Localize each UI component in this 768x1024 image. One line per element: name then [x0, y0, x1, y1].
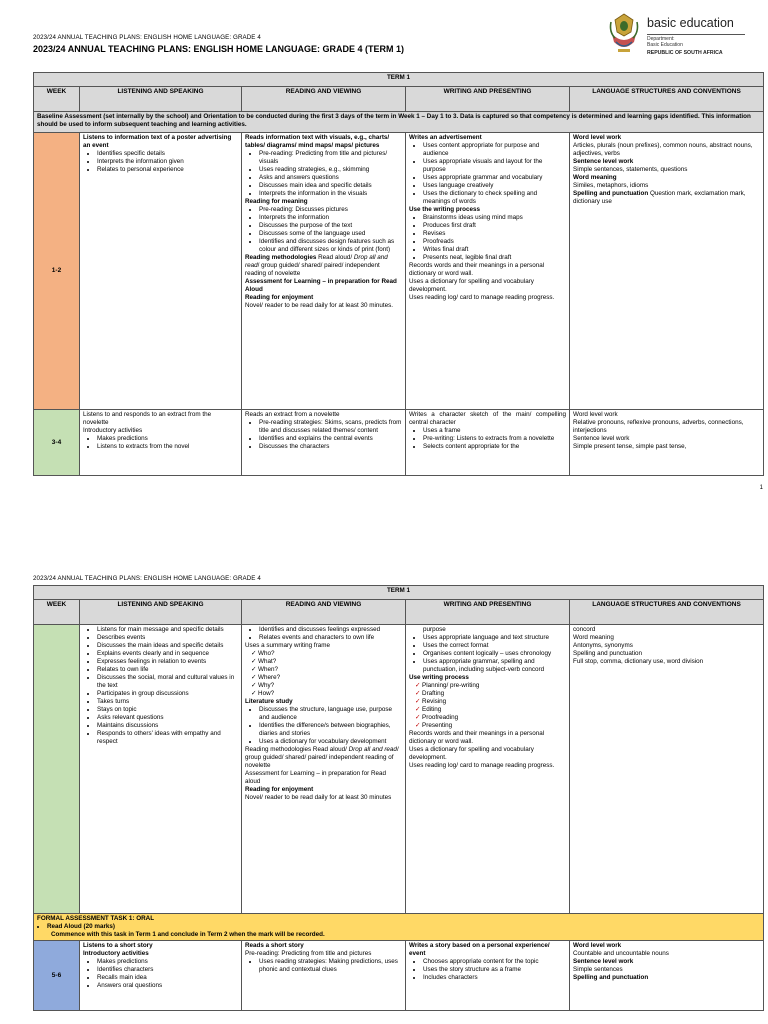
lc-sentence-heading: Sentence level work	[573, 158, 634, 165]
lc34-line: Relative pronouns, reflexive pronouns, adverbs, connections, interjections	[573, 419, 744, 434]
reading-cell	[242, 941, 406, 1011]
rv56-heading: Reads a short story	[245, 942, 304, 949]
list-item: • Uses reading strategies, e.g., skimming	[259, 166, 402, 174]
logo-country: REPUBLIC OF SOUTH AFRICA	[647, 50, 723, 56]
dbe-logo	[607, 12, 747, 58]
list-item: ✓ Why?	[251, 682, 402, 690]
logo-title: basic education	[647, 16, 734, 30]
list-item: • Expresses feelings in relation to events	[97, 658, 238, 666]
language-cell	[570, 625, 764, 914]
list-item: • Uses the story structure as a frame	[423, 966, 566, 974]
list-item: • Listens for main message and specific details	[97, 626, 238, 634]
running-header: 2023/24 ANNUAL TEACHING PLANS: ENGLISH HOME LANGUAGE: GRADE 4	[33, 34, 261, 41]
column-header-writing: WRITING AND PRESENTING	[406, 600, 570, 625]
writing-cell	[406, 625, 570, 914]
language-cell	[570, 941, 764, 1011]
logo-divider	[647, 34, 745, 35]
listening-cell	[80, 410, 242, 476]
lc-line: concord	[573, 626, 596, 633]
week-cell: 5-6	[34, 941, 80, 1011]
list-item: • Asks and answers questions	[259, 174, 402, 182]
wp-tail-2: Uses a dictionary for spelling and vocabulary development.	[409, 746, 534, 761]
wp-process-heading: Use writing process	[409, 674, 469, 681]
writing-cell	[406, 410, 570, 476]
list-item: • Presents neat, legible final draft	[423, 254, 566, 262]
rv-enjoyment-text: Novel/ reader to be read daily for at least 30 minutes.	[245, 302, 394, 309]
list-item: • Uses the correct format	[423, 642, 566, 650]
rv-frame-list	[245, 650, 402, 698]
wp34-line: Writes a character sketch of the main/ compelling central character	[409, 411, 566, 426]
list-item: • Discusses the characters	[259, 443, 402, 451]
list-item: • Asks relevant questions	[97, 714, 238, 722]
list-item: ✓ Planning/ pre-writing	[415, 682, 566, 690]
rv-afl: Assessment for Learning – in preparation for Read aloud	[245, 770, 387, 785]
list-item: • Discusses the social, moral and cultural values in the text	[97, 674, 238, 690]
wp34-list	[409, 427, 566, 451]
list-item: • Uses a dictionary for vocabulary development	[259, 738, 402, 746]
writing-cell	[406, 133, 570, 410]
list-item: • Writes final draft	[423, 246, 566, 254]
fa-title: FORMAL ASSESSMENT TASK 1: ORAL	[37, 915, 155, 922]
baseline-assessment-note: Baseline Assessment (set internally by the school) and Orientation to be conducted during the first 3 days of the term in Week 1 – Day 1 to 3. Data is captured so that competency is determined and learning gaps identified. This information should be used to inform subsequent teaching and learning activities.	[34, 112, 764, 133]
rv-enjoyment-text: Novel/ reader to be read daily for at least 30 minutes	[245, 794, 392, 801]
rv-afl: Assessment for Learning – in preparation for Read Aloud	[245, 278, 397, 293]
language-cell	[570, 410, 764, 476]
listening-cell	[80, 133, 242, 410]
fa-list	[37, 923, 760, 931]
wp-process-heading: Use the writing process	[409, 206, 481, 213]
list-item: • Stays on topic	[97, 706, 238, 714]
list-item: • Participates in group discussions	[97, 690, 238, 698]
lc-word-text: Articles, plurals (noun prefixes), common nouns, abstract nouns, adjectives, verbs	[573, 142, 753, 157]
rv56-line: Pre-reading: Predicting from title and pictures	[245, 950, 372, 957]
ls-heading: Listens to information text of a poster advertising an event	[83, 134, 232, 149]
list-item: • Takes turns	[97, 698, 238, 706]
list-item: • Discusses the purpose of the text	[259, 222, 402, 230]
list-item: • Brainstorms ideas using mind maps	[423, 214, 566, 222]
list-item: • Identifies the difference/s between biographies, diaries and stories	[259, 722, 402, 738]
rv-frame-heading: Uses a summary writing frame	[245, 642, 331, 649]
reading-cell	[242, 133, 406, 410]
list-item: • Relates to own life	[97, 666, 238, 674]
ls56-heading: Listens to a short story	[83, 942, 153, 949]
rv-literature-heading: Literature study	[245, 698, 293, 705]
rv-method-text-2: / group guided/ shared/ paired/ independent reading of novelette	[245, 262, 380, 277]
list-item: • Identifies and discusses design features such as colour and different sizes or kinds of print (font)	[259, 238, 402, 254]
rv-list	[245, 150, 402, 198]
lc-punctuation-text: Question mark, exclamation mark, dictionary use	[573, 190, 746, 205]
wp-tail-1: Records words and their meanings in a personal dictionary or word wall.	[409, 262, 545, 277]
document-page-1	[0, 0, 768, 500]
ls-list	[83, 150, 238, 174]
list-item: • Produces first draft	[423, 222, 566, 230]
list-item: • Describes events	[97, 634, 238, 642]
list-item: • Explains events clearly and in sequence	[97, 650, 238, 658]
list-item: ✓ What?	[251, 658, 402, 666]
column-header-writing: WRITING AND PRESENTING	[406, 87, 570, 112]
wp56-list	[409, 958, 566, 982]
wp-tail-2: Uses a dictionary for spelling and vocabulary development.	[409, 278, 534, 293]
teaching-plan-table-1	[33, 72, 764, 476]
list-item: • Uses a frame	[423, 427, 566, 435]
teaching-plan-table-2	[33, 585, 764, 1011]
reading-cell	[242, 410, 406, 476]
lc-meaning-heading: Word meaning	[573, 174, 617, 181]
lc34-line: Sentence level work	[573, 435, 630, 442]
list-item: • Discusses the main ideas and specific details	[97, 642, 238, 650]
list-item: ✓ When?	[251, 666, 402, 674]
lc56-line: Countable and uncountable nouns	[573, 950, 669, 957]
term-heading: TERM 1	[34, 586, 764, 600]
wp-heading: Writes an advertisement	[409, 134, 482, 141]
list-item: ✓ Editing	[415, 706, 566, 714]
list-item: • Makes predictions	[97, 958, 238, 966]
lc56-line: Spelling and punctuation	[573, 974, 649, 981]
rv-method-text: Read aloud/	[316, 254, 354, 261]
lc-line: Antonyms, synonyms	[573, 642, 633, 649]
lc-sentence-text: Simple sentences, statements, questions	[573, 166, 688, 173]
listening-cell	[80, 941, 242, 1011]
list-item: • Discusses the structure, language use, purpose and audience	[259, 706, 402, 722]
list-item: • Makes predictions	[97, 435, 238, 443]
list-item: • Identifies specific details	[97, 150, 238, 158]
list-item: • Listens to extracts from the novel	[97, 443, 238, 451]
list-item: • Revises	[423, 230, 566, 238]
rv-enjoyment-heading: Reading for enjoyment	[245, 294, 314, 301]
lc34-line: Simple present tense, simple past tense,	[573, 443, 687, 450]
list-item: ✓ How?	[251, 690, 402, 698]
fa-note: Commence with this task in Term 1 and conclude in Term 2 when the mark will be recorded.	[51, 931, 325, 938]
column-header-listening: LISTENING AND SPEAKING	[80, 87, 242, 112]
list-item: • Uses reading strategies: Making predictions, uses phonic and contextual clues	[259, 958, 402, 974]
rv-method-italic: Drop all and read	[348, 746, 397, 753]
list-item: • Includes characters	[423, 974, 566, 982]
wp-list	[409, 142, 566, 206]
rv-meaning-heading: Reading for meaning	[245, 198, 308, 205]
list-item: • Responds to others' ideas with empathy and respect	[97, 730, 238, 746]
week-cell	[34, 625, 80, 914]
rv-method-italic: Drop all and read	[245, 254, 388, 269]
list-item: • Relates events and characters to own life	[259, 634, 402, 642]
document-page-2	[0, 572, 768, 1024]
wp-continuation: purpose	[423, 626, 446, 633]
list-item: • Organises content logically – uses chronology	[423, 650, 566, 658]
page-number: 1	[759, 485, 763, 491]
list-item: • Recalls main idea	[97, 974, 238, 982]
ls34-line-1: Listens to and responds to an extract from the novelette	[83, 411, 212, 426]
lc-punctuation-heading: Spelling and punctuation	[573, 190, 649, 197]
list-item: • Relates to personal experience	[97, 166, 238, 174]
list-item: • Pre-reading: Discusses pictures	[259, 206, 402, 214]
listening-cell	[80, 625, 242, 914]
rv-methodologies	[245, 254, 402, 278]
list-item: • Interprets the information	[259, 214, 402, 222]
wp-process-list	[409, 682, 566, 730]
wp-process-list	[409, 214, 566, 262]
ls56-subheading: Introductory activities	[83, 950, 149, 957]
list-item: • Chooses appropriate content for the topic	[423, 958, 566, 966]
running-header: 2023/24 ANNUAL TEACHING PLANS: ENGLISH HOME LANGUAGE: GRADE 4	[33, 575, 261, 582]
list-item: • Discusses some of the language used	[259, 230, 402, 238]
rv-heading: Reads information text with visuals, e.g., charts/ tables/ diagrams/ mind maps/ maps/ pictures	[245, 134, 390, 149]
list-item: ✓ Presenting	[415, 722, 566, 730]
logo-department-label: Department:	[647, 36, 675, 42]
list-item: • Discusses main idea and specific details	[259, 182, 402, 190]
column-header-week: WEEK	[34, 87, 80, 112]
lc56-line: Simple sentences	[573, 966, 623, 973]
list-item: • Interprets the information in the visuals	[259, 190, 402, 198]
list-item: • Answers oral questions	[97, 982, 238, 990]
writing-cell	[406, 941, 570, 1011]
list-item: • Identifies characters	[97, 966, 238, 974]
wp-tail-1: Records words and their meanings in a personal dictionary or word wall.	[409, 730, 545, 745]
rv-enjoyment-heading: Reading for enjoyment	[245, 786, 314, 793]
rv34-list	[245, 419, 402, 451]
column-header-week: WEEK	[34, 600, 80, 625]
ls56-list	[83, 958, 238, 990]
list-item: • Uses appropriate grammar and vocabulary	[423, 174, 566, 182]
lc-line: Spelling and punctuation	[573, 650, 642, 657]
logo-department-name: Basic Education	[647, 42, 683, 48]
rv-list	[245, 626, 402, 642]
wp-tail-3: Uses reading log/ card to manage reading progress.	[409, 294, 555, 301]
week-cell: 3-4	[34, 410, 80, 476]
column-header-listening: LISTENING AND SPEAKING	[80, 600, 242, 625]
list-item: ✓ Drafting	[415, 690, 566, 698]
lc56-line: Sentence level work	[573, 958, 634, 965]
list-item: • Proofreads	[423, 238, 566, 246]
list-item: • Identifies and discusses feelings expressed	[259, 626, 402, 634]
rv-method-text: Reading methodologies Read aloud/	[245, 746, 349, 753]
list-item: • Pre-writing: Listens to extracts from a novelette	[423, 435, 566, 443]
column-header-reading: READING AND VIEWING	[242, 87, 406, 112]
list-item: • Interprets the information given	[97, 158, 238, 166]
reading-cell	[242, 625, 406, 914]
lc-meaning-text: Similes, metaphors, idioms	[573, 182, 649, 189]
list-item: • Uses the dictionary to check spelling and meanings of words	[423, 190, 566, 206]
rv56-list	[245, 958, 402, 974]
lc-punctuation	[573, 190, 760, 206]
coat-of-arms-icon	[607, 12, 641, 54]
list-item: • Uses appropriate language and text structure	[423, 634, 566, 642]
column-header-language: LANGUAGE STRUCTURES AND CONVENTIONS	[570, 600, 764, 625]
list-item: ✓ Proofreading	[415, 714, 566, 722]
list-item: • Uses appropriate visuals and layout for the purpose	[423, 158, 566, 174]
list-item: • Uses content appropriate for purpose and audience	[423, 142, 566, 158]
formal-assessment-banner	[34, 914, 764, 941]
column-header-reading: READING AND VIEWING	[242, 600, 406, 625]
list-item: ✓ Where?	[251, 674, 402, 682]
rv-method-label: Reading methodologies	[245, 254, 317, 261]
list-item: ✓ Who?	[251, 650, 402, 658]
week-cell: 1-2	[34, 133, 80, 410]
list-item: • Pre-reading strategies: Skims, scans, predicts from title and discusses related themes/ content	[259, 419, 402, 435]
rv-literature-list	[245, 706, 402, 746]
rv-meaning-list	[245, 206, 402, 254]
wp56-heading: Writes a story based on a personal experience/ event	[409, 942, 550, 957]
list-item: ✓ Revising	[415, 698, 566, 706]
term-heading: TERM 1	[34, 73, 764, 87]
ls-list	[83, 626, 238, 746]
lc-line: Full stop, comma, dictionary use, word division	[573, 658, 704, 665]
list-item: • Read Aloud (20 marks)	[47, 923, 760, 931]
column-header-language: LANGUAGE STRUCTURES AND CONVENTIONS	[570, 87, 764, 112]
language-cell	[570, 133, 764, 410]
list-item: • Selects content appropriate for the	[423, 443, 566, 451]
rv-methodologies	[245, 746, 402, 770]
ls34-line-2: Introductory activities	[83, 427, 143, 434]
list-item: • Identifies and explains the central events	[259, 435, 402, 443]
lc34-line: Word level work	[573, 411, 618, 418]
wp-list	[409, 634, 566, 674]
rv34-line: Reads an extract from a novelette	[245, 411, 340, 418]
lc56-line: Word level work	[573, 942, 622, 949]
lc-word-heading: Word level work	[573, 134, 622, 141]
page-title: 2023/24 ANNUAL TEACHING PLANS: ENGLISH HOME LANGUAGE: GRADE 4 (TERM 1)	[33, 44, 405, 54]
ls34-list	[83, 435, 238, 451]
rv-method-text-2: / group guided/ shared/ paired/ independent reading of novelette	[245, 746, 399, 769]
list-item: • Pre-reading: Predicting from title and pictures/ visuals	[259, 150, 402, 166]
list-item: • Uses language creatively	[423, 182, 566, 190]
wp-tail-3: Uses reading log/ card to manage reading progress.	[409, 762, 555, 769]
list-item: • Uses appropriate grammar, spelling and punctuation, including subject-verb concord	[423, 658, 566, 674]
lc-line: Word meaning	[573, 634, 614, 641]
list-item: • Maintains discussions	[97, 722, 238, 730]
